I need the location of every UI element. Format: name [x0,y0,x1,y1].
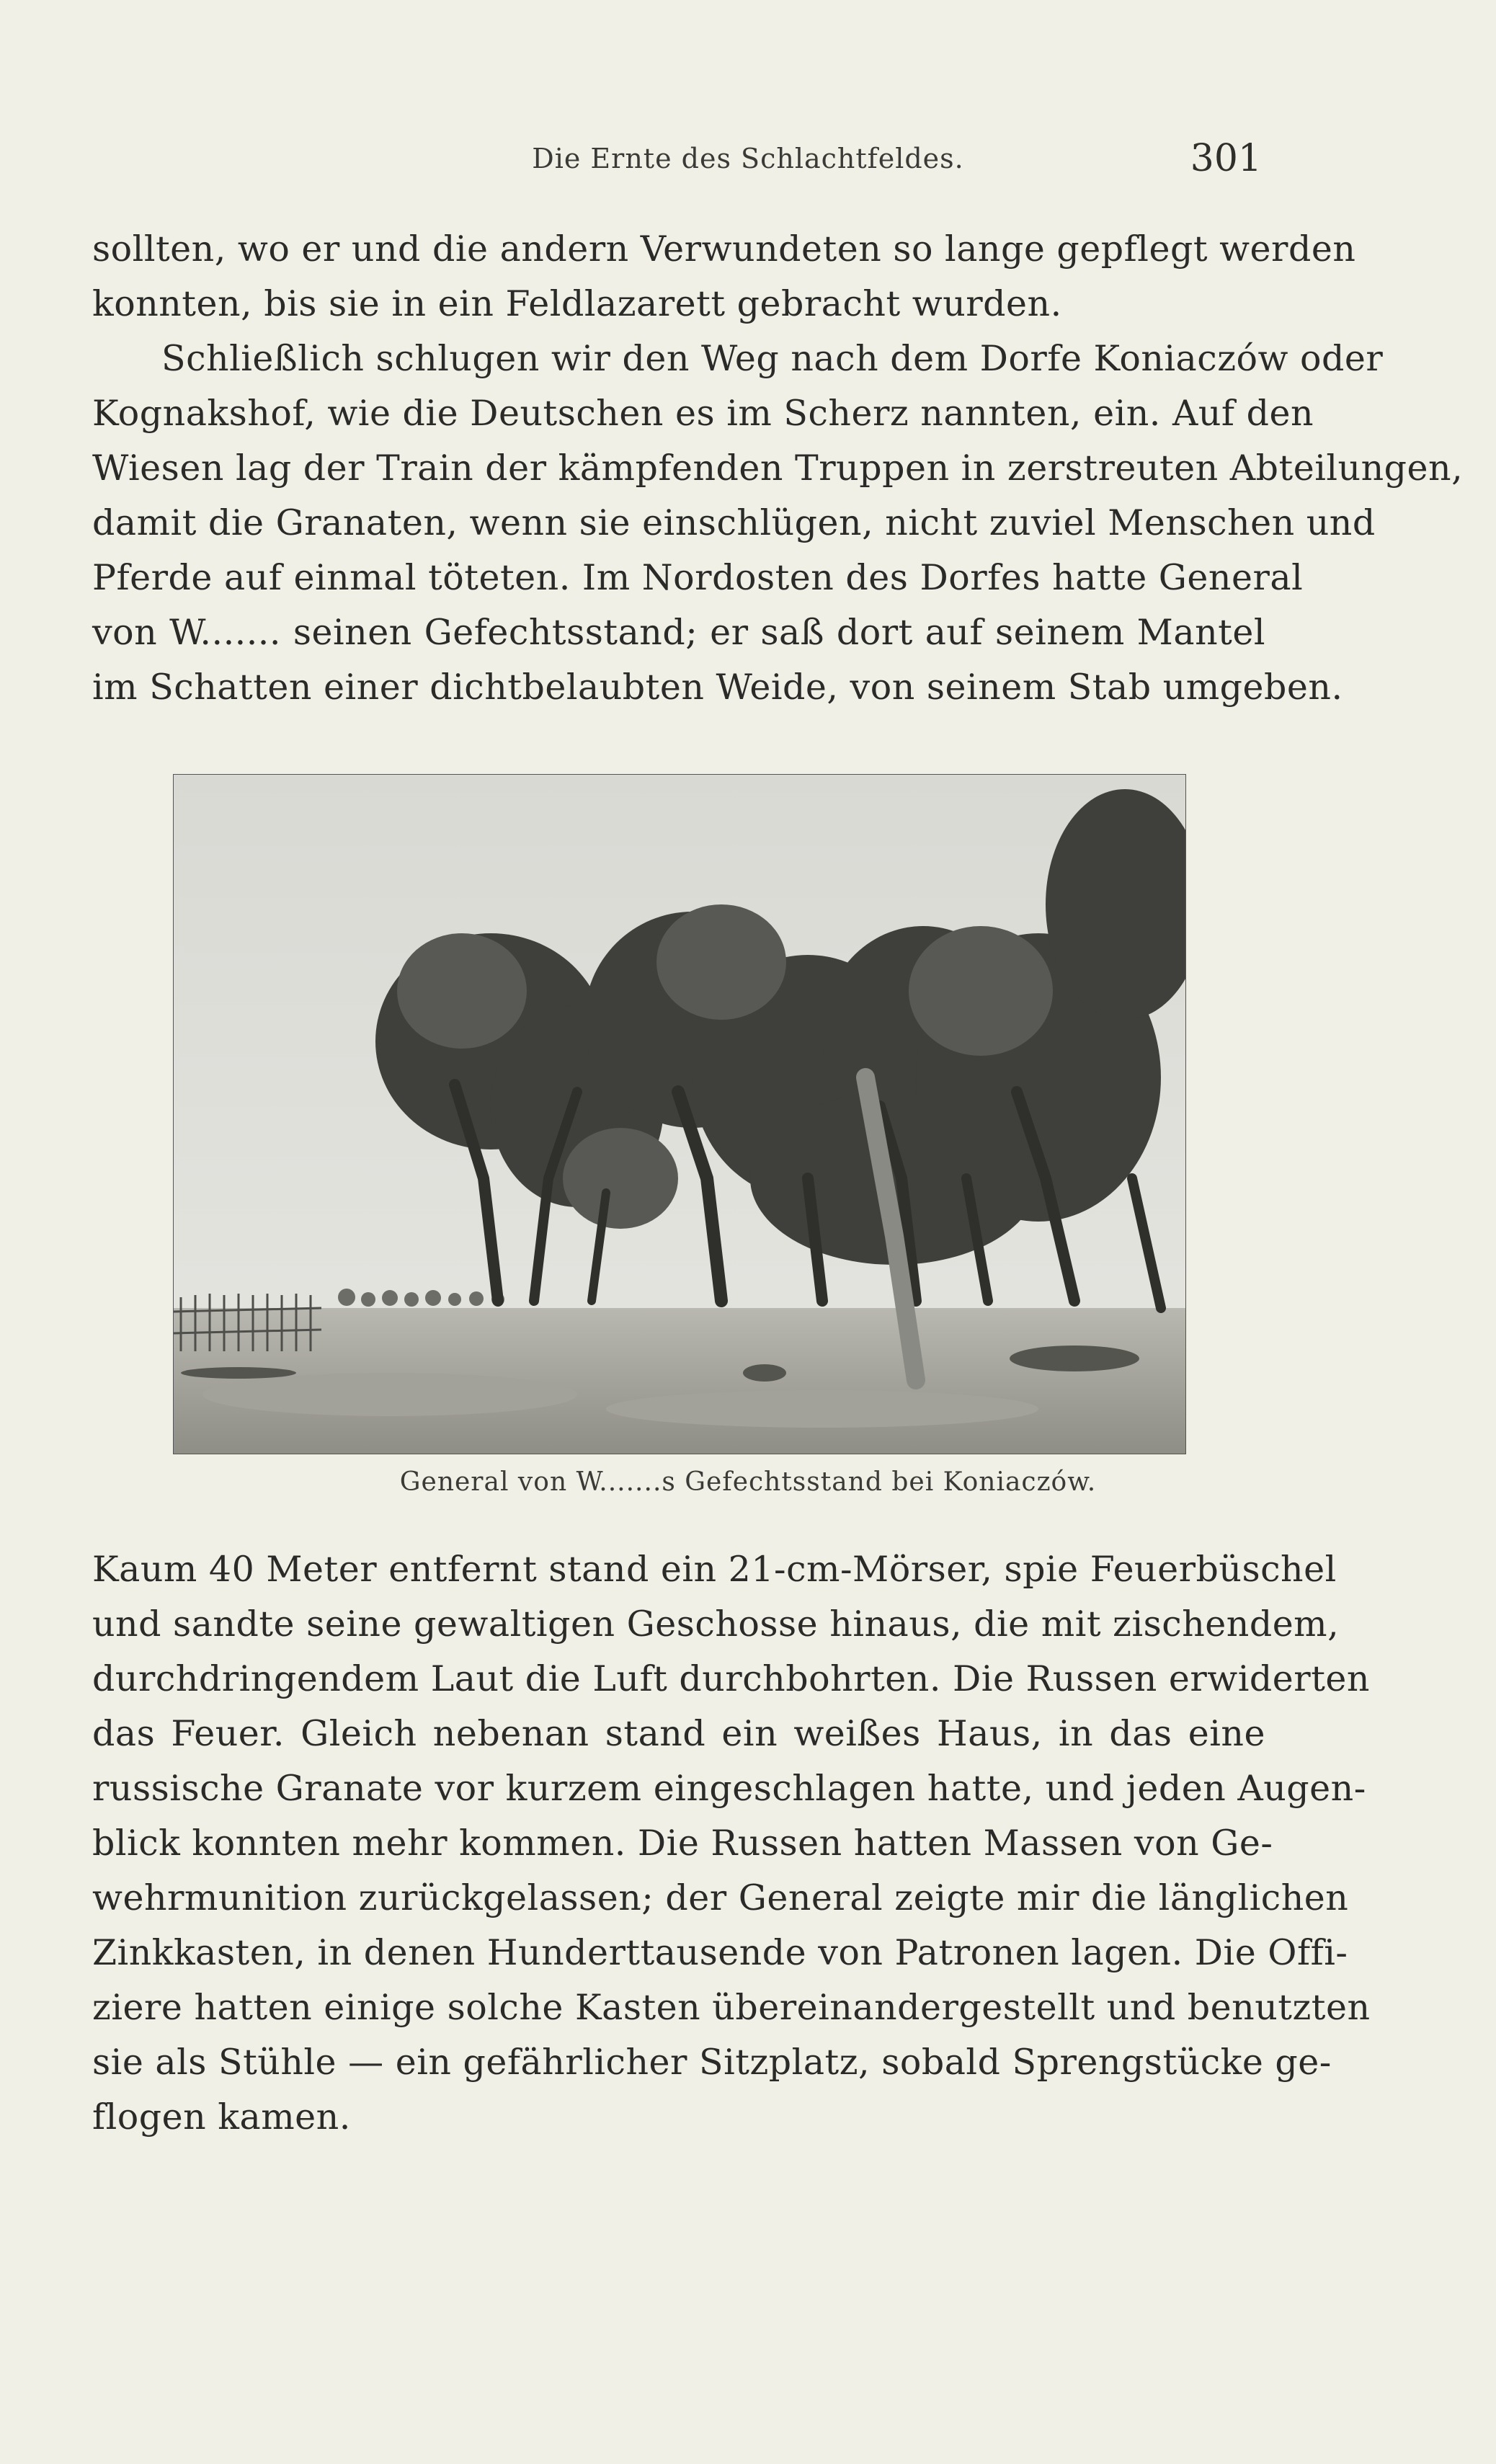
text-line: Kaum 40 Meter entfernt stand ein 21-cm-Mörser, spie Feuerbüschel [92,1549,1337,1590]
text-line: damit die Granaten, wenn sie einschlügen, nicht zuviel Menschen und [92,502,1376,543]
page-header [0,137,1496,187]
figure-caption: General von W.......s Gefechtsstand bei Koniaczów. [399,1467,1097,1497]
text-line: sie als Stühle — ein gefährlicher Sitzplatz, sobald Sprengstücke ge- [92,2042,1332,2083]
text-line: Pferde auf einmal töteten. Im Nordosten des Dorfes hatte General [92,557,1304,598]
text-line: russische Granate vor kurzem eingeschlagen hatte, und jeden Augen- [92,1768,1366,1809]
text-line: konnten, bis sie in ein Feldlazarett gebracht wurden. [92,283,1062,324]
text-line: und sandte seine gewaltigen Geschosse hinaus, die mit zischendem, [92,1604,1340,1645]
text-line: Zinkkasten, in denen Hunderttausende von Patronen lagen. Die Offi- [92,1932,1348,1973]
running-title: Die Ernte des Schlachtfeldes. [532,143,964,174]
photo-trees-field [174,775,1185,1454]
paragraph-3 [92,1542,1371,2145]
text-line: von W....... seinen Gefechtsstand; er saß dort auf seinem Mantel [92,612,1265,653]
text-line: blick konnten mehr kommen. Die Russen hatten Massen von Ge- [92,1823,1273,1864]
page-number: 301 [1190,137,1262,180]
text-line: das Feuer. Gleich nebenan stand ein weißes Haus, in das eine [92,1713,1265,1754]
text-line: flogen kamen. [92,2096,351,2138]
text-line: durchdringendem Laut die Luft durchbohrten. Die Russen erwiderten [92,1658,1370,1699]
text-line: Wiesen lag der Train der kämpfenden Truppen in zerstreuten Abteilungen, [92,448,1464,489]
text-line: Kognakshof, wie die Deutschen es im Scherz nannten, ein. Auf den [92,393,1314,434]
photograph [173,774,1186,1454]
paragraph-2 [92,332,1464,715]
text-line: im Schatten einer dichtbelaubten Weide, von seinem Stab umgeben. [92,667,1343,708]
text-line: Schließlich schlugen wir den Weg nach dem Dorfe Koniaczów oder [161,338,1384,379]
text-line: ziere hatten einige solche Kasten übereinandergestellt und benutzten [92,1987,1371,2028]
text-line: sollten, wo er und die andern Verwundeten so lange gepflegt werden [92,228,1356,270]
paragraph-1 [92,222,1356,332]
text-line: wehrmunition zurückgelassen; der General zeigte mir die länglichen [92,1877,1349,1918]
